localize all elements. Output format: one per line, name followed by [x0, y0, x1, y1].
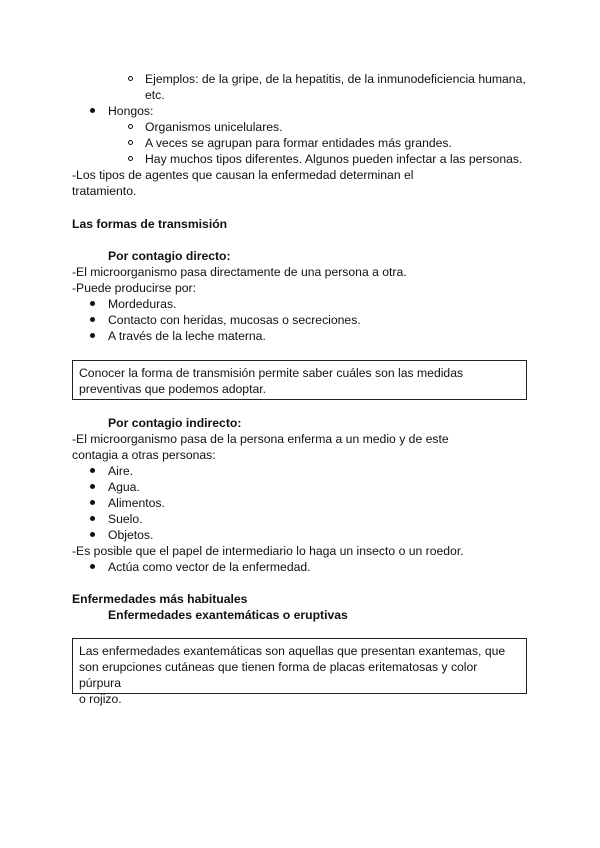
virus-examples-line1: Ejemplos: de la gripe, de la hepatitis, de la inmunodeficiencia humana, [145, 72, 526, 86]
indirecto-item: Agua. [108, 480, 140, 494]
circle-bullet-icon [128, 124, 133, 129]
indirecto-item: Objetos. [108, 528, 154, 542]
bullet-icon [90, 564, 95, 569]
section-title-transmision: Las formas de transmisión [72, 217, 228, 231]
indirecto-line1: -El microorganismo pasa de la persona enferma a un medio y de este [72, 432, 449, 446]
heading-contagio-directo: Por contagio directo: [108, 249, 231, 263]
indirecto-item: Alimentos. [108, 496, 165, 510]
hongos-label: Hongos: [108, 104, 154, 118]
hongos-item: Organismos unicelulares. [145, 120, 283, 134]
box1-line2: preventivas que podemos adoptar. [79, 382, 267, 396]
circle-bullet-icon [128, 140, 133, 145]
box1-line1: Conocer la forma de transmisión permite saber cuáles son las medidas [79, 366, 464, 380]
hongos-item: A veces se agrupan para formar entidades más grandes. [145, 136, 452, 150]
heading-contagio-indirecto: Por contagio indirecto: [108, 416, 242, 430]
directo-line2: -Puede producirse por: [72, 281, 196, 295]
hongos-item: Hay muchos tipos diferentes. Algunos pueden infectar a las personas. [145, 152, 523, 166]
circle-bullet-icon [128, 156, 133, 161]
bullet-icon [90, 484, 95, 489]
box2-line1: Las enfermedades exantemáticas son aquellas que presentan exantemas, que [79, 644, 506, 658]
bullet-icon [90, 500, 95, 505]
directo-item: Contacto con heridas, mucosas o secreciones. [108, 313, 361, 327]
indirecto-item: Suelo. [108, 512, 143, 526]
bullet-icon [90, 532, 95, 537]
directo-item: A través de la leche materna. [108, 329, 266, 343]
bullet-icon [90, 108, 95, 113]
info-box-exantematicas [72, 638, 527, 706]
box2-line3: o rojizo. [79, 692, 122, 706]
directo-line1: -El microorganismo pasa directamente de una persona a otra. [72, 265, 407, 279]
bullet-icon [90, 516, 95, 521]
circle-bullet-icon [128, 76, 133, 81]
bullet-icon [90, 317, 95, 322]
section-title-enfermedades: Enfermedades más habituales [72, 592, 248, 606]
bullet-icon [90, 333, 95, 338]
info-box-transmision [72, 360, 527, 400]
indirecto-item: Aire. [108, 464, 134, 478]
bullet-icon [90, 468, 95, 473]
section-subtitle-exantematicas: Enfermedades exantemáticas o eruptivas [108, 608, 348, 622]
vector-item: Actúa como vector de la enfermedad. [108, 560, 311, 574]
indirecto-line2: contagia a otras personas: [72, 448, 216, 462]
bullet-icon [90, 301, 95, 306]
box2-line2: son erupciones cutáneas que tienen forma de placas eritematosas y color púrpura [79, 660, 478, 690]
directo-item: Mordeduras. [108, 297, 177, 311]
agents-note-line1: -Los tipos de agentes que causan la enfermedad determinan el [72, 168, 414, 182]
indirecto-line3: -Es posible que el papel de intermediario lo haga un insecto o un roedor. [72, 544, 464, 558]
virus-examples-line2: etc. [145, 88, 165, 102]
agents-note-line2: tratamiento. [72, 184, 137, 198]
